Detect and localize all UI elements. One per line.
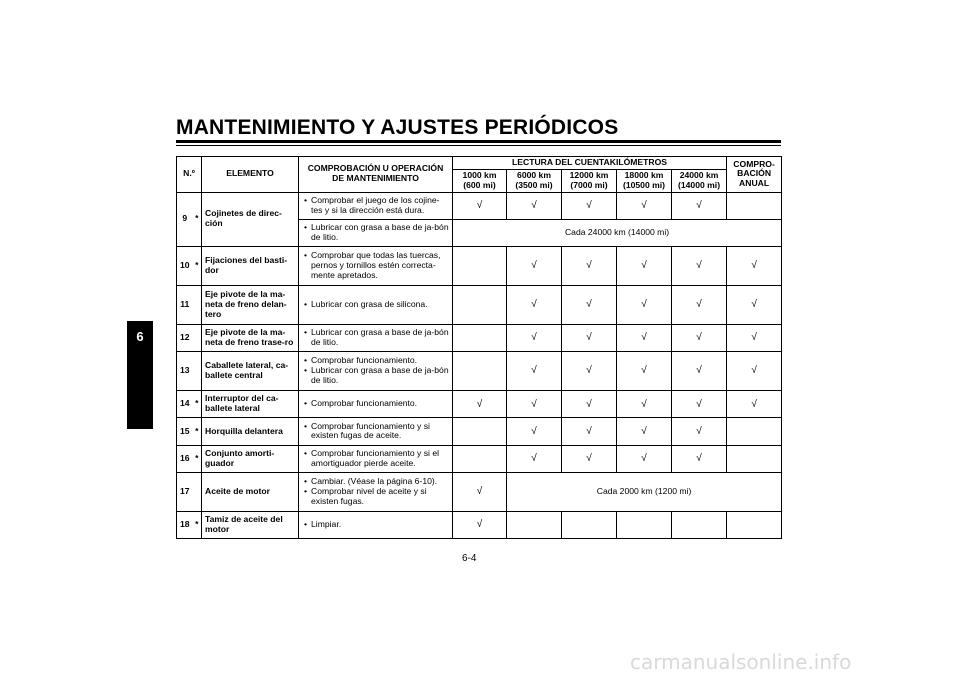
table-row bbox=[177, 352, 782, 391]
check-cell: √ bbox=[617, 286, 672, 325]
operation-item: • Comprobar nivel de aceite y si existen fugas. bbox=[311, 487, 449, 507]
check-cell: √ bbox=[562, 445, 617, 472]
operation-cell bbox=[299, 192, 453, 219]
header-row-top bbox=[177, 157, 782, 170]
header-operation: COMPROBACIÓN U OPERACIÓN DE MANTENIMIENTO bbox=[299, 157, 453, 193]
item-number: 13 bbox=[177, 352, 193, 391]
operation-item: • Lubricar con grasa a base de ja-bón de litio. bbox=[311, 366, 449, 386]
operation-list bbox=[302, 422, 449, 442]
operation-cell bbox=[299, 352, 453, 391]
check-cell bbox=[727, 445, 782, 472]
operation-list bbox=[302, 300, 449, 310]
element-name: Conjunto amorti-guador bbox=[202, 445, 299, 472]
check-cell: √ bbox=[617, 352, 672, 391]
header-interval: 1000 km (600 mi) bbox=[453, 169, 507, 192]
check-cell bbox=[507, 511, 562, 538]
header-interval: 18000 km (10500 mi) bbox=[617, 169, 672, 192]
watermark: carmanualsonline.info bbox=[630, 650, 852, 674]
table-row bbox=[177, 511, 782, 538]
element-name: Aceite de motor bbox=[202, 472, 299, 511]
service-star bbox=[193, 286, 202, 325]
table-row bbox=[177, 445, 782, 472]
element-name: Tamiz de aceite del motor bbox=[202, 511, 299, 538]
check-cell: √ bbox=[617, 391, 672, 418]
check-cell bbox=[562, 511, 617, 538]
check-cell bbox=[453, 286, 507, 325]
check-cell bbox=[453, 418, 507, 445]
check-cell: √ bbox=[727, 391, 782, 418]
operation-cell bbox=[299, 511, 453, 538]
check-cell: √ bbox=[562, 352, 617, 391]
table-row bbox=[177, 247, 782, 286]
operation-cell bbox=[299, 391, 453, 418]
operation-item: • Comprobar que todas las tuercas, pernos y tornillos estén correcta-mente apretados. bbox=[311, 251, 449, 281]
title-rule-thick bbox=[176, 140, 781, 143]
check-cell: √ bbox=[507, 325, 562, 352]
page-number: 6-4 bbox=[462, 553, 477, 564]
operation-list bbox=[302, 477, 449, 507]
check-cell: √ bbox=[727, 247, 782, 286]
check-cell: √ bbox=[453, 192, 507, 219]
item-number: 15 bbox=[177, 418, 193, 445]
header-annual: COMPRO-BACIÓN ANUAL bbox=[727, 157, 782, 193]
item-number: 14 bbox=[177, 391, 193, 418]
element-name: Interruptor del ca-ballete lateral bbox=[202, 391, 299, 418]
service-star: * bbox=[193, 247, 202, 286]
service-star: * bbox=[193, 391, 202, 418]
operation-list bbox=[302, 399, 449, 409]
operation-cell bbox=[299, 445, 453, 472]
header-interval: 24000 km (14000 mi) bbox=[672, 169, 727, 192]
check-cell: √ bbox=[562, 418, 617, 445]
check-cell: √ bbox=[617, 325, 672, 352]
check-cell: √ bbox=[507, 247, 562, 286]
title-rule-thin bbox=[176, 145, 781, 146]
operation-item: • Comprobar el juego de los cojine-tes y si la dirección está dura. bbox=[311, 196, 449, 216]
service-star: * bbox=[193, 445, 202, 472]
operation-list bbox=[302, 520, 449, 530]
interval-note: Cada 2000 km (1200 mi) bbox=[507, 472, 782, 511]
check-cell: √ bbox=[507, 445, 562, 472]
table-body bbox=[177, 192, 782, 538]
service-star bbox=[193, 472, 202, 511]
item-number: 18 bbox=[177, 511, 193, 538]
element-name: Fijaciones del basti-dor bbox=[202, 247, 299, 286]
header-element: ELEMENTO bbox=[202, 157, 299, 193]
check-cell: √ bbox=[507, 391, 562, 418]
service-star bbox=[193, 352, 202, 391]
operation-cell bbox=[299, 418, 453, 445]
check-cell: √ bbox=[453, 472, 507, 511]
header-interval: 6000 km (3500 mi) bbox=[507, 169, 562, 192]
check-cell bbox=[727, 418, 782, 445]
check-cell: √ bbox=[727, 352, 782, 391]
check-cell: √ bbox=[562, 391, 617, 418]
operation-item: • Comprobar funcionamiento y si existen fugas de aceite. bbox=[311, 422, 449, 442]
header-no: N.º bbox=[177, 157, 202, 193]
maintenance-table bbox=[176, 156, 782, 539]
check-cell: √ bbox=[727, 286, 782, 325]
check-cell: √ bbox=[507, 192, 562, 219]
chapter-tab: 6 bbox=[127, 321, 153, 429]
check-cell bbox=[453, 325, 507, 352]
check-cell: √ bbox=[507, 286, 562, 325]
operation-item: • Cambiar. (Véase la página 6-10). bbox=[311, 477, 449, 487]
check-cell bbox=[453, 445, 507, 472]
header-odometer: LECTURA DEL CUENTAKILÓMETROS bbox=[453, 157, 727, 170]
operation-item: • Lubricar con grasa de silicona. bbox=[311, 300, 449, 310]
operation-cell bbox=[299, 325, 453, 352]
interval-note: Cada 24000 km (14000 mi) bbox=[453, 219, 782, 246]
item-number: 9 bbox=[177, 192, 193, 246]
item-number: 12 bbox=[177, 325, 193, 352]
check-cell: √ bbox=[562, 286, 617, 325]
element-name: Eje pivote de la ma-neta de freno delan-tero bbox=[202, 286, 299, 325]
operation-list bbox=[302, 196, 449, 216]
check-cell: √ bbox=[617, 418, 672, 445]
service-star: * bbox=[193, 192, 202, 246]
operation-list bbox=[302, 328, 449, 348]
operation-cell bbox=[299, 286, 453, 325]
check-cell: √ bbox=[507, 418, 562, 445]
service-star bbox=[193, 325, 202, 352]
check-cell bbox=[727, 511, 782, 538]
check-cell: √ bbox=[562, 192, 617, 219]
check-cell: √ bbox=[672, 352, 727, 391]
table-row bbox=[177, 325, 782, 352]
item-number: 17 bbox=[177, 472, 193, 511]
check-cell: √ bbox=[562, 247, 617, 286]
page-title: MANTENIMIENTO Y AJUSTES PERIÓDICOS bbox=[176, 116, 619, 139]
table-row bbox=[177, 418, 782, 445]
check-cell: √ bbox=[672, 445, 727, 472]
operation-item: • Limpiar. bbox=[311, 520, 449, 530]
operation-list bbox=[302, 223, 449, 243]
check-cell: √ bbox=[672, 418, 727, 445]
element-name: Eje pivote de la ma-neta de freno trase-ro bbox=[202, 325, 299, 352]
check-cell bbox=[453, 247, 507, 286]
item-number: 11 bbox=[177, 286, 193, 325]
operation-item: • Comprobar funcionamiento. bbox=[311, 356, 449, 366]
check-cell: √ bbox=[453, 511, 507, 538]
check-cell: √ bbox=[672, 325, 727, 352]
element-name: Cojinetes de direc-ción bbox=[202, 192, 299, 246]
check-cell: √ bbox=[672, 391, 727, 418]
check-cell: √ bbox=[617, 445, 672, 472]
operation-list bbox=[302, 356, 449, 386]
header-interval: 12000 km (7000 mi) bbox=[562, 169, 617, 192]
check-cell bbox=[727, 192, 782, 219]
check-cell bbox=[617, 511, 672, 538]
element-name: Caballete lateral, ca-ballete central bbox=[202, 352, 299, 391]
check-cell: √ bbox=[672, 192, 727, 219]
operation-list bbox=[302, 251, 449, 281]
operation-list bbox=[302, 449, 449, 469]
table-row bbox=[177, 391, 782, 418]
service-star: * bbox=[193, 418, 202, 445]
check-cell bbox=[453, 352, 507, 391]
check-cell: √ bbox=[727, 325, 782, 352]
item-number: 16 bbox=[177, 445, 193, 472]
check-cell: √ bbox=[507, 352, 562, 391]
element-name: Horquilla delantera bbox=[202, 418, 299, 445]
operation-item: • Comprobar funcionamiento. bbox=[311, 399, 449, 409]
check-cell: √ bbox=[453, 391, 507, 418]
table-row bbox=[177, 286, 782, 325]
operation-item: • Comprobar funcionamiento y si el amortiguador pierde aceite. bbox=[311, 449, 449, 469]
check-cell: √ bbox=[617, 247, 672, 286]
service-star: * bbox=[193, 511, 202, 538]
item-number: 10 bbox=[177, 247, 193, 286]
operation-cell bbox=[299, 219, 453, 246]
operation-cell bbox=[299, 472, 453, 511]
table-row bbox=[177, 472, 782, 511]
check-cell: √ bbox=[562, 325, 617, 352]
operation-cell bbox=[299, 247, 453, 286]
operation-item: • Lubricar con grasa a base de ja-bón de litio. bbox=[311, 328, 449, 348]
table-row bbox=[177, 192, 782, 219]
check-cell bbox=[672, 511, 727, 538]
check-cell: √ bbox=[672, 286, 727, 325]
check-cell: √ bbox=[672, 247, 727, 286]
check-cell: √ bbox=[617, 192, 672, 219]
operation-item: • Lubricar con grasa a base de ja-bón de litio. bbox=[311, 223, 449, 243]
